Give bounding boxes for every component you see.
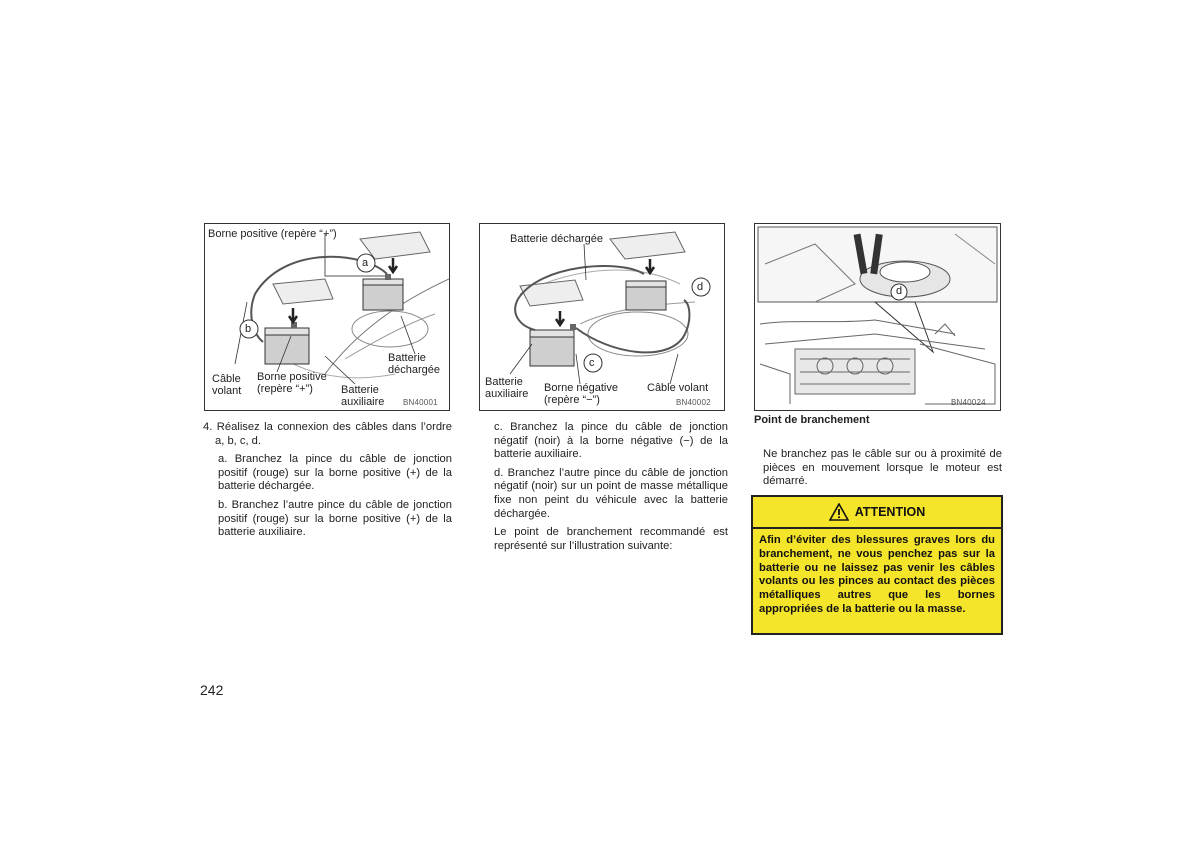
column-3-note: Ne branchez pas le câble sur ou à proximité de pièces en mouvement lorsque le moteur est démarré. <box>763 448 1002 488</box>
label-discharged-battery-2: déchargée <box>388 364 440 376</box>
label-negative-line2: (repère “−”) <box>544 394 600 406</box>
marker-d: d <box>896 285 903 297</box>
label-discharged-battery-1: Batterie <box>388 352 426 364</box>
figure-caption: Point de branchement <box>754 414 870 426</box>
label-positive-2-line1: Borne positive <box>257 371 327 383</box>
label-cable-1: Câble <box>212 373 241 385</box>
label-discharged-battery: Batterie déchargée <box>510 233 603 245</box>
figure-code: BN40001 <box>403 398 438 407</box>
label-cable-2: volant <box>212 385 242 397</box>
battery-illustration-1 <box>205 224 449 410</box>
attention-header <box>753 497 1001 529</box>
figure-code: BN40024 <box>951 398 986 407</box>
attention-title: ATTENTION <box>854 505 926 519</box>
label-aux-battery-2: auxiliaire <box>485 388 529 400</box>
step-a-text: a. Branchez la pince du câble de jonction positif (rouge) sur la borne positive (+) de la batterie déchargée. <box>218 453 452 493</box>
step-b-text: b. Branchez l’autre pince du câble de jonction positif (rouge) sur la borne positive (+) de la batterie auxiliaire. <box>218 498 452 539</box>
label-jumper-cable: Câble volant <box>647 382 709 394</box>
marker-b: b <box>245 323 252 335</box>
label-aux-battery-2: auxiliaire <box>341 396 385 408</box>
page-number: 242 <box>200 682 224 698</box>
label-negative-line1: Borne négative <box>544 382 618 394</box>
step-c-text: c. Branchez la pince du câble de jonction négatif (noir) à la borne négative (−) de la batterie auxiliaire. <box>494 421 728 461</box>
label-positive-2-line2: (repère “+”) <box>257 383 313 395</box>
figure-connect-positive <box>204 223 450 411</box>
figure-ground-point <box>754 223 1001 411</box>
marker-c: c <box>589 357 595 369</box>
engine-bay-illustration <box>755 224 1000 410</box>
attention-body: Afin d’éviter des blessures graves lors du branchement, ne vous penchez pas sur la batterie ou ne laissez pas venir les câbles volants ou les pinces au contact des pièces métalliques autres que les bornes appropriées de la batterie ou la masse. <box>759 534 995 615</box>
column-2-text <box>494 421 728 558</box>
warning-triangle-icon <box>829 503 849 521</box>
label-aux-battery-1: Batterie <box>485 376 523 388</box>
step-4-text: 4. Réalisez la connexion des câbles dans l’ordre a, b, c, d. <box>203 421 452 447</box>
figure-connect-negative <box>479 223 725 411</box>
marker-a: a <box>362 257 369 269</box>
step-d-text: d. Branchez l’autre pince du câble de jonction négatif (noir) sur un point de masse métallique fixe non peint du véhicule avec la batterie déchargée. <box>494 466 728 520</box>
figure-code: BN40002 <box>676 398 711 407</box>
label-aux-battery-1: Batterie <box>341 384 379 396</box>
attention-box <box>751 495 1003 635</box>
label-positive-terminal: Borne positive (repère “+”) <box>208 228 337 240</box>
marker-d: d <box>697 281 704 293</box>
recommend-text: Le point de branchement recommandé est représenté sur l’illustration suivante: <box>494 526 728 552</box>
column-1-text <box>203 421 452 545</box>
